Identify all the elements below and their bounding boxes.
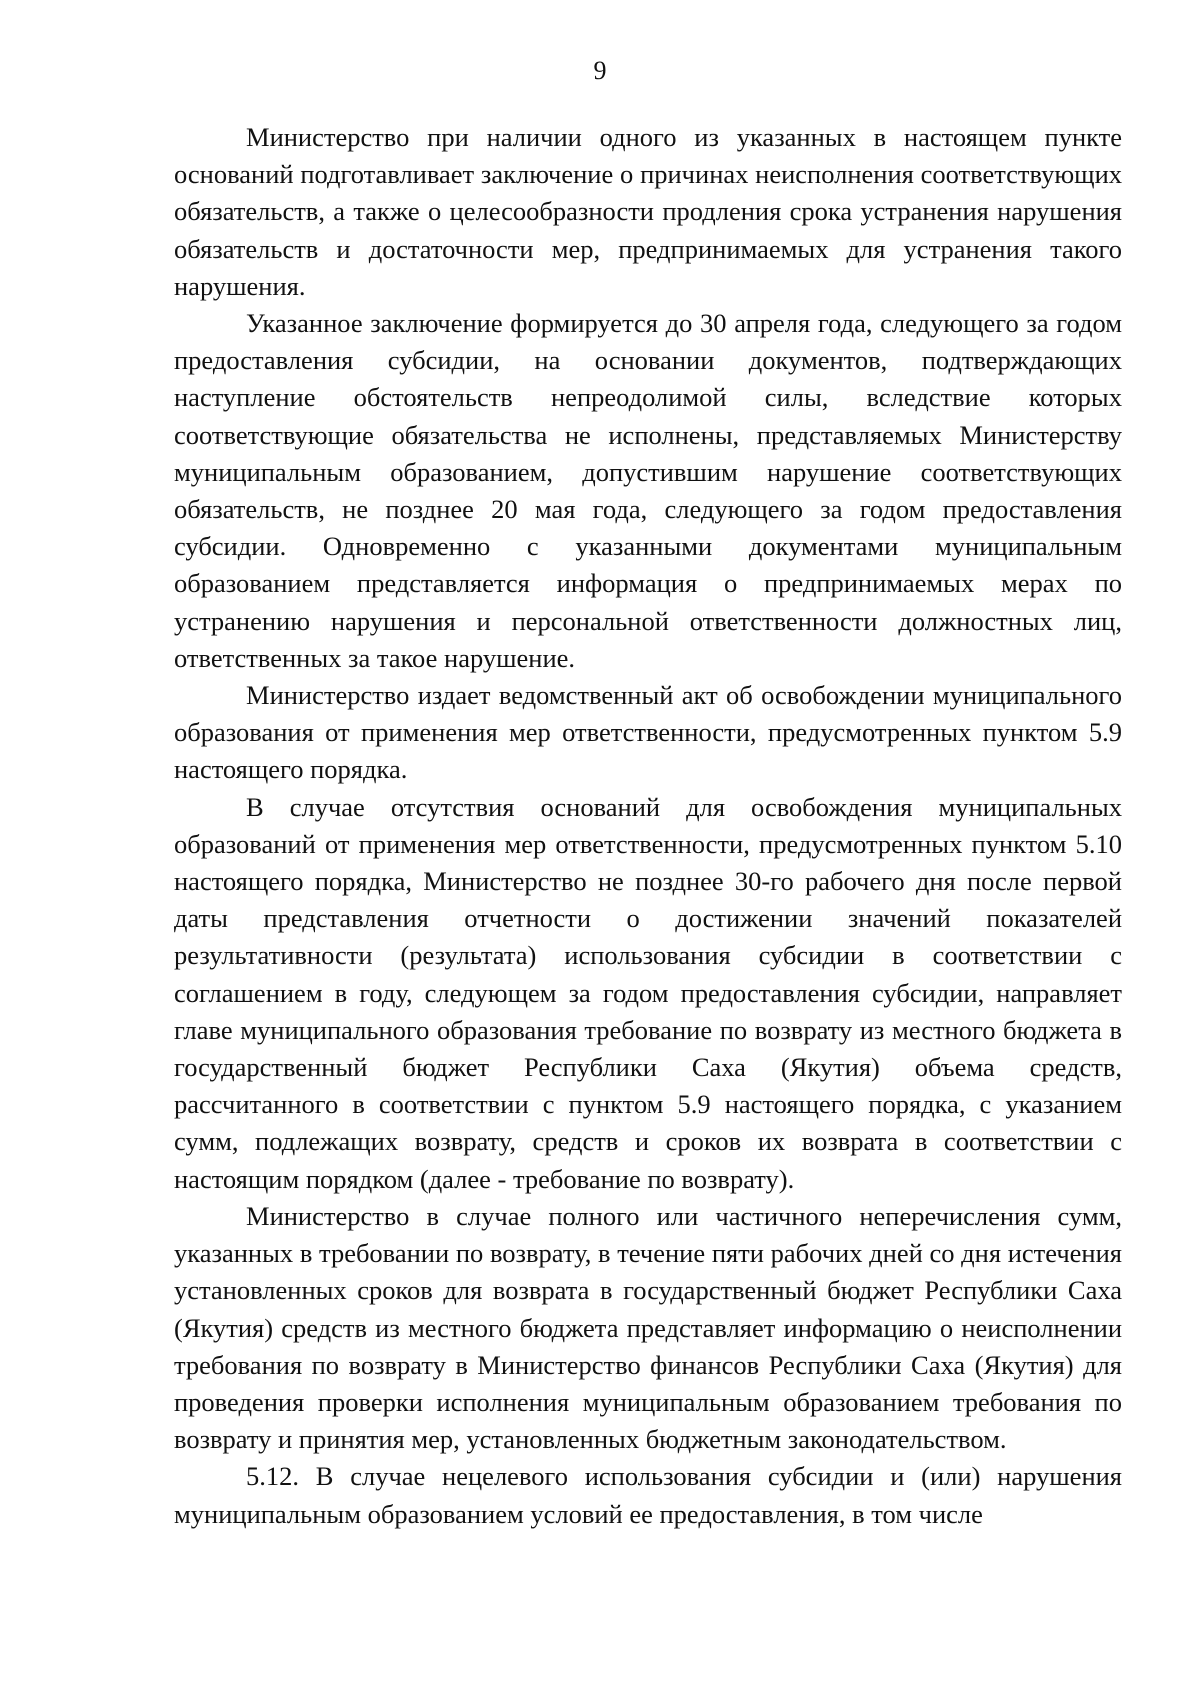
document-body [174,119,1122,1533]
paragraph-conclusion-deadline: Указанное заключение формируется до 30 апреля года, следующего за годом предоставления субсидии, на основании документов, подтверждающих наступление обстоятельств непреодолимой силы, вследствие которых соответствующие обязательства не исполнены, представляемых Министерству муниципальным образованием, допустившим нарушение соответствующих обязательств, не позднее 20 мая года, следующего за годом предоставления субсидии. Одновременно с указанными документами муниципальным образованием представляется информация о предпринимаемых мерах по устранению нарушения и персональной ответственности должностных лиц, ответственных за такое нарушение. [174,308,1122,673]
paragraph-departmental-act: Министерство издает ведомственный акт об освобождении муниципального образования от применения мер ответственности, предусмотренных пунктом 5.9 настоящего порядка. [174,680,1122,785]
paragraph-ministry-conclusion: Министерство при наличии одного из указанных в настоящем пункте оснований подготавливает заключение о причинах неисполнения соответствующих обязательств, а также о целесообразности продления срока устранения нарушения обязательств и достаточности мер, предпринимаемых для устранения такого нарушения. [174,122,1122,301]
paragraph-clause-5-12: 5.12. В случае нецелевого использования субсидии и (или) нарушения муниципальным образованием условий ее предоставления, в том числе [174,1461,1122,1529]
page-number: 9 [593,56,607,85]
paragraph-refund-requirement: В случае отсутствия оснований для освобождения муниципальных образований от применения мер ответственности, предусмотренных пунктом 5.10 настоящего порядка, Министерство не позднее 30-го рабочего дня после первой даты представления отчетности о достижении значений показателей результативности (результата) использования субсидии в соответствии с соглашением в году, следующем за годом предоставления субсидии, направляет главе муниципального образования требование по возврату из местного бюджета в государственный бюджет Республики Саха (Якутия) объема средств, рассчитанного в соответствии с пунктом 5.9 настоящего порядка, с указанием сумм, подлежащих возврату, средств и сроков их возврата в соответствии с настоящим порядком (далее - требование по возврату). [174,791,1122,1194]
paragraph-non-transfer: Министерство в случае полного или частичного неперечисления сумм, указанных в требовании по возврату, в течение пяти рабочих дней со дня истечения установленных сроков для возврата в государственный бюджет Республики Саха (Якутия) средств из местного бюджета представляет информацию о неисполнении требования по возврату в Министерство финансов Республики Саха (Якутия) для проведения проверки исполнения муниципальным образованием требования по возврату и принятия мер, установленных бюджетным законодательством. [174,1200,1122,1455]
